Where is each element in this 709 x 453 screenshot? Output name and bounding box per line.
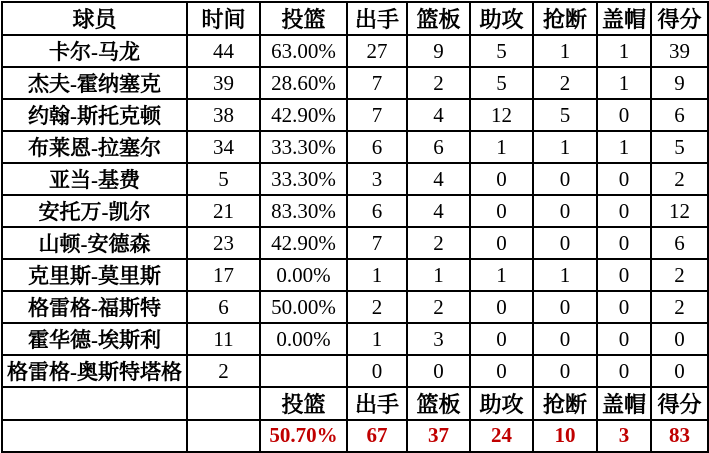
player-name-cell: 霍华德-埃斯利	[2, 323, 187, 355]
player-name-cell: 杰夫-霍纳塞克	[2, 67, 187, 99]
assists-cell: 0	[470, 227, 533, 259]
assists-cell: 12	[470, 99, 533, 131]
player-name-cell: 卡尔-马龙	[2, 35, 187, 67]
col-header-rebounds: 篮板	[407, 2, 470, 35]
assists-cell: 0	[470, 195, 533, 227]
col-header-steals: 抢断	[533, 2, 597, 35]
player-name-cell: 格雷格-奥斯特塔格	[2, 355, 187, 387]
player-name-cell: 格雷格-福斯特	[2, 291, 187, 323]
rebounds-cell: 4	[407, 163, 470, 195]
col-header-minutes: 时间	[187, 2, 260, 35]
fg-pct-cell: 0.00%	[260, 323, 347, 355]
totals-steals-cell: 10	[533, 420, 597, 452]
col-header-blocks: 盖帽	[597, 2, 651, 35]
fg-pct-cell: 63.00%	[260, 35, 347, 67]
points-cell: 12	[651, 195, 708, 227]
blocks-cell: 1	[597, 35, 651, 67]
blocks-cell: 0	[597, 99, 651, 131]
minutes-cell: 11	[187, 323, 260, 355]
player-name-cell: 山顿-安德森	[2, 227, 187, 259]
col-header-fga: 出手	[347, 2, 407, 35]
footer-header-points: 得分	[651, 387, 708, 420]
blocks-cell: 0	[597, 259, 651, 291]
fga-cell: 7	[347, 227, 407, 259]
rebounds-cell: 6	[407, 131, 470, 163]
points-cell: 2	[651, 259, 708, 291]
points-cell: 2	[651, 291, 708, 323]
assists-cell: 5	[470, 35, 533, 67]
assists-cell: 0	[470, 291, 533, 323]
table-row	[2, 131, 708, 163]
footer-header-steals: 抢断	[533, 387, 597, 420]
totals-empty-minutes-cell	[187, 420, 260, 452]
fga-cell: 7	[347, 99, 407, 131]
steals-cell: 0	[533, 355, 597, 387]
blocks-cell: 0	[597, 291, 651, 323]
footer-header-fga: 出手	[347, 387, 407, 420]
fg-pct-cell: 33.30%	[260, 131, 347, 163]
minutes-cell: 17	[187, 259, 260, 291]
points-cell: 6	[651, 227, 708, 259]
blocks-cell: 1	[597, 67, 651, 99]
totals-fg-pct-cell: 50.70%	[260, 420, 347, 452]
assists-cell: 1	[470, 131, 533, 163]
rebounds-cell: 4	[407, 99, 470, 131]
footer-header-rebounds: 篮板	[407, 387, 470, 420]
steals-cell: 0	[533, 291, 597, 323]
totals-assists-cell: 24	[470, 420, 533, 452]
assists-cell: 5	[470, 67, 533, 99]
points-cell: 39	[651, 35, 708, 67]
col-header-assists: 助攻	[470, 2, 533, 35]
minutes-cell: 38	[187, 99, 260, 131]
assists-cell: 0	[470, 163, 533, 195]
minutes-cell: 44	[187, 35, 260, 67]
rebounds-cell: 0	[407, 355, 470, 387]
totals-points-cell: 83	[651, 420, 708, 452]
blocks-cell: 0	[597, 227, 651, 259]
col-header-points: 得分	[651, 2, 708, 35]
rebounds-cell: 9	[407, 35, 470, 67]
fga-cell: 1	[347, 259, 407, 291]
footer-header-assists: 助攻	[470, 387, 533, 420]
table-row	[2, 355, 708, 387]
minutes-cell: 34	[187, 131, 260, 163]
steals-cell: 0	[533, 227, 597, 259]
table-row	[2, 227, 708, 259]
fga-cell: 27	[347, 35, 407, 67]
footer-header-blocks: 盖帽	[597, 387, 651, 420]
points-cell: 0	[651, 355, 708, 387]
fg-pct-cell: 28.60%	[260, 67, 347, 99]
player-name-cell: 约翰-斯托克顿	[2, 99, 187, 131]
assists-cell: 0	[470, 323, 533, 355]
fg-pct-cell: 83.30%	[260, 195, 347, 227]
fga-cell: 0	[347, 355, 407, 387]
fg-pct-cell: 0.00%	[260, 259, 347, 291]
col-header-player: 球员	[2, 2, 187, 35]
rebounds-cell: 4	[407, 195, 470, 227]
minutes-cell: 6	[187, 291, 260, 323]
blocks-cell: 0	[597, 355, 651, 387]
steals-cell: 1	[533, 259, 597, 291]
points-cell: 5	[651, 131, 708, 163]
fg-pct-cell	[260, 355, 347, 387]
rebounds-cell: 2	[407, 291, 470, 323]
steals-cell: 0	[533, 163, 597, 195]
footer-header-row	[2, 387, 708, 420]
assists-cell: 1	[470, 259, 533, 291]
table-row	[2, 67, 708, 99]
table-row	[2, 35, 708, 67]
totals-rebounds-cell: 37	[407, 420, 470, 452]
totals-fga-cell: 67	[347, 420, 407, 452]
blocks-cell: 0	[597, 163, 651, 195]
table-row	[2, 99, 708, 131]
steals-cell: 0	[533, 323, 597, 355]
player-name-cell: 亚当-基费	[2, 163, 187, 195]
minutes-cell: 21	[187, 195, 260, 227]
box-score-table	[1, 1, 709, 453]
footer-empty-player-cell	[2, 387, 187, 420]
minutes-cell: 2	[187, 355, 260, 387]
totals-row	[2, 420, 708, 452]
blocks-cell: 1	[597, 131, 651, 163]
minutes-cell: 23	[187, 227, 260, 259]
blocks-cell: 0	[597, 323, 651, 355]
rebounds-cell: 1	[407, 259, 470, 291]
fga-cell: 6	[347, 131, 407, 163]
points-cell: 2	[651, 163, 708, 195]
fg-pct-cell: 50.00%	[260, 291, 347, 323]
steals-cell: 5	[533, 99, 597, 131]
assists-cell: 0	[470, 355, 533, 387]
totals-blocks-cell: 3	[597, 420, 651, 452]
minutes-cell: 39	[187, 67, 260, 99]
fg-pct-cell: 33.30%	[260, 163, 347, 195]
table-row	[2, 323, 708, 355]
fga-cell: 1	[347, 323, 407, 355]
fga-cell: 3	[347, 163, 407, 195]
points-cell: 0	[651, 323, 708, 355]
fg-pct-cell: 42.90%	[260, 227, 347, 259]
rebounds-cell: 2	[407, 227, 470, 259]
footer-empty-minutes-cell	[187, 387, 260, 420]
fga-cell: 6	[347, 195, 407, 227]
blocks-cell: 0	[597, 195, 651, 227]
steals-cell: 1	[533, 35, 597, 67]
table-row	[2, 259, 708, 291]
player-name-cell: 安托万-凯尔	[2, 195, 187, 227]
fga-cell: 7	[347, 67, 407, 99]
col-header-fg-pct: 投篮	[260, 2, 347, 35]
steals-cell: 0	[533, 195, 597, 227]
fg-pct-cell: 42.90%	[260, 99, 347, 131]
minutes-cell: 5	[187, 163, 260, 195]
player-name-cell: 克里斯-莫里斯	[2, 259, 187, 291]
rebounds-cell: 2	[407, 67, 470, 99]
table-row	[2, 163, 708, 195]
footer-header-fg-pct: 投篮	[260, 387, 347, 420]
header-row	[2, 2, 708, 35]
totals-empty-player-cell	[2, 420, 187, 452]
rebounds-cell: 3	[407, 323, 470, 355]
table-row	[2, 195, 708, 227]
fga-cell: 2	[347, 291, 407, 323]
steals-cell: 2	[533, 67, 597, 99]
player-name-cell: 布莱恩-拉塞尔	[2, 131, 187, 163]
steals-cell: 1	[533, 131, 597, 163]
points-cell: 9	[651, 67, 708, 99]
table-row	[2, 291, 708, 323]
points-cell: 6	[651, 99, 708, 131]
